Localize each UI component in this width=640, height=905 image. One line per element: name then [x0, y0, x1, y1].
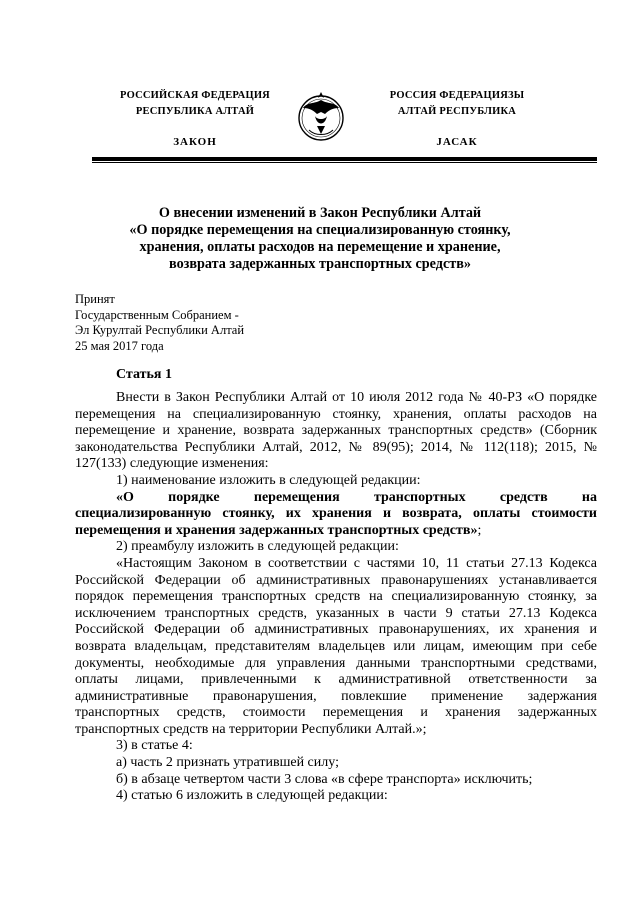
document-title — [90, 205, 550, 273]
header-right-law: JАСАК — [436, 136, 478, 148]
acceptance-block — [75, 292, 375, 354]
quote-1-body — [75, 506, 597, 539]
header-left-line1: РОССИЙСКАЯ ФЕДЕРАЦИЯ — [120, 90, 270, 101]
coat-of-arms-emblem — [295, 86, 347, 146]
item-3a: а) часть 2 признать утратившей силу; — [116, 755, 339, 771]
accepted-line-3: Эл Курултай Республики Алтай — [75, 323, 245, 337]
header-right-line2: АЛТАЙ РЕСПУБЛИКА — [397, 106, 517, 117]
item-4: 4) статью 6 изложить в следующей редакции: — [116, 788, 388, 804]
item-2: 2) преамбулу изложить в следующей редакции: — [116, 539, 399, 555]
article-body — [75, 390, 597, 805]
quote-1-rest: специализированную стоянку, их хранения и возврата, оплаты стоимости перемещения и хранения задержанных транспортных средств» — [75, 506, 597, 538]
header-right-line1: РОССИЯ ФЕДЕРАЦИЯЗЫ — [389, 90, 525, 101]
item-1: 1) наименование изложить в следующей редакции: — [116, 472, 421, 488]
header-right — [362, 88, 552, 150]
quote-2: «Настоящим Законом в соответствии с частями 10, 11 статьи 27.13 Кодекса Российской Федерации об административных правонарушениях устанавливается порядок перемещения транспортных средств на специализированную стоянку, за исключением транспортных средств, указанных в части 9 статьи 27.13 Кодекса Российской Федерации об административных правонарушениях, их хранения и возврата владельцам, представителям владельцев или лицам, имеющим при себе документы, необходимые для управления данными транспортными средствами, оплаты лицами, привлеченными к административной ответственности за административные правонарушения, повлекшие применение задержания транспортных средств, стоимости перемещения и хранения задержанных транспортных средств на территории Республики Алтай.»; — [75, 555, 597, 737]
item-3b: б) в абзаце четвертом части 3 слова «в сфере транспорта» исключить; — [116, 771, 533, 787]
accepted-date: 25 мая 2017 года — [75, 338, 164, 353]
title-line-2: «О порядке перемещения на специализированную стоянку, — [129, 222, 511, 238]
paragraph-intro: Внести в Закон Республики Алтай от 10 июля 2012 года № 40-РЗ «О порядке перемещения на специализированную стоянку, хранения, оплаты расходов на перемещение и хранение, возврата задержанных транспортных средств» (Сборник законодательства Республики Алтай, 2012, № 89(95); 2014, № 112(118); 2015, № 127(133) следующие изменения: — [75, 390, 597, 472]
quote-1-tail: ; — [477, 522, 482, 538]
quote-1-start: «О порядке перемещения транспортных средств на — [116, 489, 597, 505]
header-rule-thin — [92, 162, 597, 163]
title-line-3: хранения, оплаты расходов на перемещение и хранение, — [139, 239, 501, 255]
accepted-line-1: Принят — [75, 292, 115, 306]
article-heading: Статья 1 — [116, 367, 172, 382]
header-rule-thick — [92, 157, 597, 161]
title-line-4: возврата задержанных транспортных средств» — [169, 256, 471, 272]
title-line-1: О внесении изменений в Закон Республики Алтай — [158, 205, 482, 221]
header-left-law: ЗАКОН — [173, 136, 217, 148]
header-left — [100, 88, 290, 150]
accepted-line-2: Государственным Собранием - — [75, 307, 239, 322]
document-header — [0, 88, 640, 158]
header-left-line2: РЕСПУБЛИКА АЛТАЙ — [135, 106, 255, 117]
item-3: 3) в статье 4: — [116, 738, 193, 754]
